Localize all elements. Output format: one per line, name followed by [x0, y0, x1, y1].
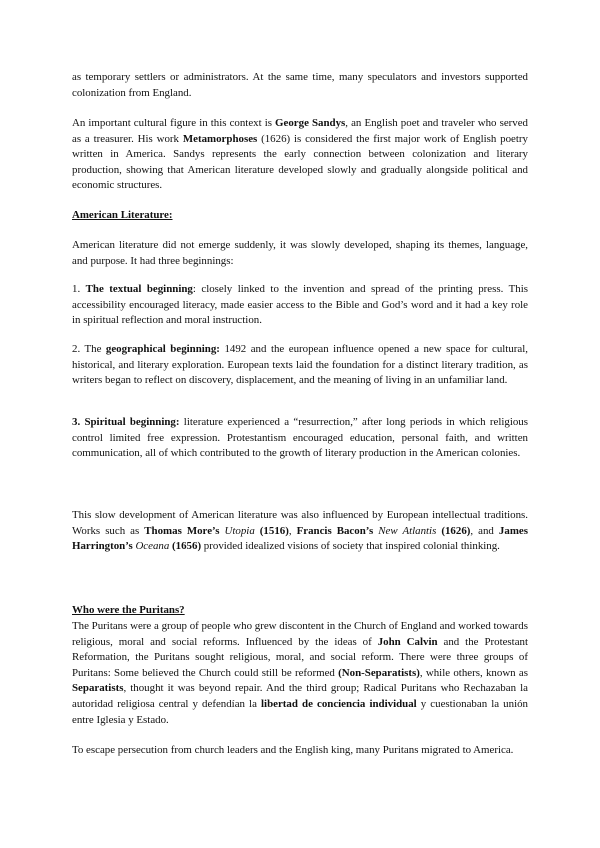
paragraph-settlers: as temporary settlers or administrators. At the same time, many speculators and investors supported colonization from England. [72, 71, 528, 99]
non-separatists: (Non-Separatists) [338, 666, 420, 679]
geographical-beginning-label: geographical beginning: [105, 343, 220, 355]
paragraph-puritans: The Puritans were a group of people who grew discontent in the Church of England and worked towards religious, moral and social reforms. Influenced by the ideas of John Calvin and the Protestant Reformation, the Puritans sought religious, moral, and social reform. There were three groups of Puritans: Some believed the Church could still be reformed (Non-Separatists), while others, known as Separatists, thought it was beyond repair. And the third group; Radical Puritans who Rechazaban la autoridad religiosa central y defendían la libertad de conciencia individual y cuestionaban la unión entre Iglesia y Estado. [72, 620, 528, 726]
john-calvin: John Calvin [377, 635, 438, 648]
libertad-conciencia: libertad de conciencia individual [261, 697, 417, 710]
utopia-title: Utopia [224, 524, 255, 537]
paragraph-george-sandys: An important cultural figure in this context is George Sandys, an English poet and traveler who served as a treasurer. His work Metamorphoses (1626) is considered the first major work of English poetry written in America. Sandys represents the early connection between colonization and literary production, showing that American literature developed slowly and gradually alongside political and economic structures. [72, 117, 529, 192]
paragraph-spiritual-beginning: 3. Spiritual beginning: literature experienced a “resurrection,” after long periods in which religious control limited free expression. Protestantism encouraged education, personal faith, and written communication, all of which contributed to the growth of literary production in the American colonies. [72, 416, 528, 460]
sandys-name: George Sandys [275, 117, 346, 129]
paragraph-european-influence: This slow development of American literature was also influenced by European intellectual traditions. Works such as Thomas More’s Utopia (1516), Francis Bacon’s New Atlantis (1626), and James Harrington’s Oceana (1656) provided idealized visions of society that inspired colonial thinking. [72, 509, 528, 553]
paragraph-textual-beginning: 1. The textual beginning: closely linked to the invention and spread of the printing press. This accessibility encouraged literacy, made easier access to the Bible and God’s word and it had a key role in spiritual reflection and moral instruction. [72, 283, 528, 327]
spiritual-beginning-label: 3. Spiritual beginning: [72, 416, 180, 428]
heading-american-literature: American Literature: [72, 209, 173, 221]
textual-beginning-label: The textual beginning [85, 283, 193, 295]
new-atlantis-title: New Atlantis [378, 524, 437, 537]
paragraph-migration: To escape persecution from church leaders and the English king, many Puritans migrated to America. [72, 744, 514, 756]
heading-puritans: Who were the Puritans? [72, 604, 185, 616]
paragraph-three-beginnings: American literature did not emerge suddenly, it was slowly developed, shaping its themes, language, and purpose. It had three beginnings: [72, 239, 528, 267]
metamorphoses-title: Metamorphoses [182, 132, 258, 145]
oceana-title: Oceana [135, 540, 170, 553]
separatists: Separatists [72, 682, 124, 695]
paragraph-geographical-beginning: 2. The geographical beginning: 1492 and the european influence opened a new space for cultural, historical, and literary exploration. European texts laid the foundation for a distinct literary tradition, as writers began to reflect on discovery, displacement, and the meaning of living in an unfamiliar land. [72, 343, 528, 387]
